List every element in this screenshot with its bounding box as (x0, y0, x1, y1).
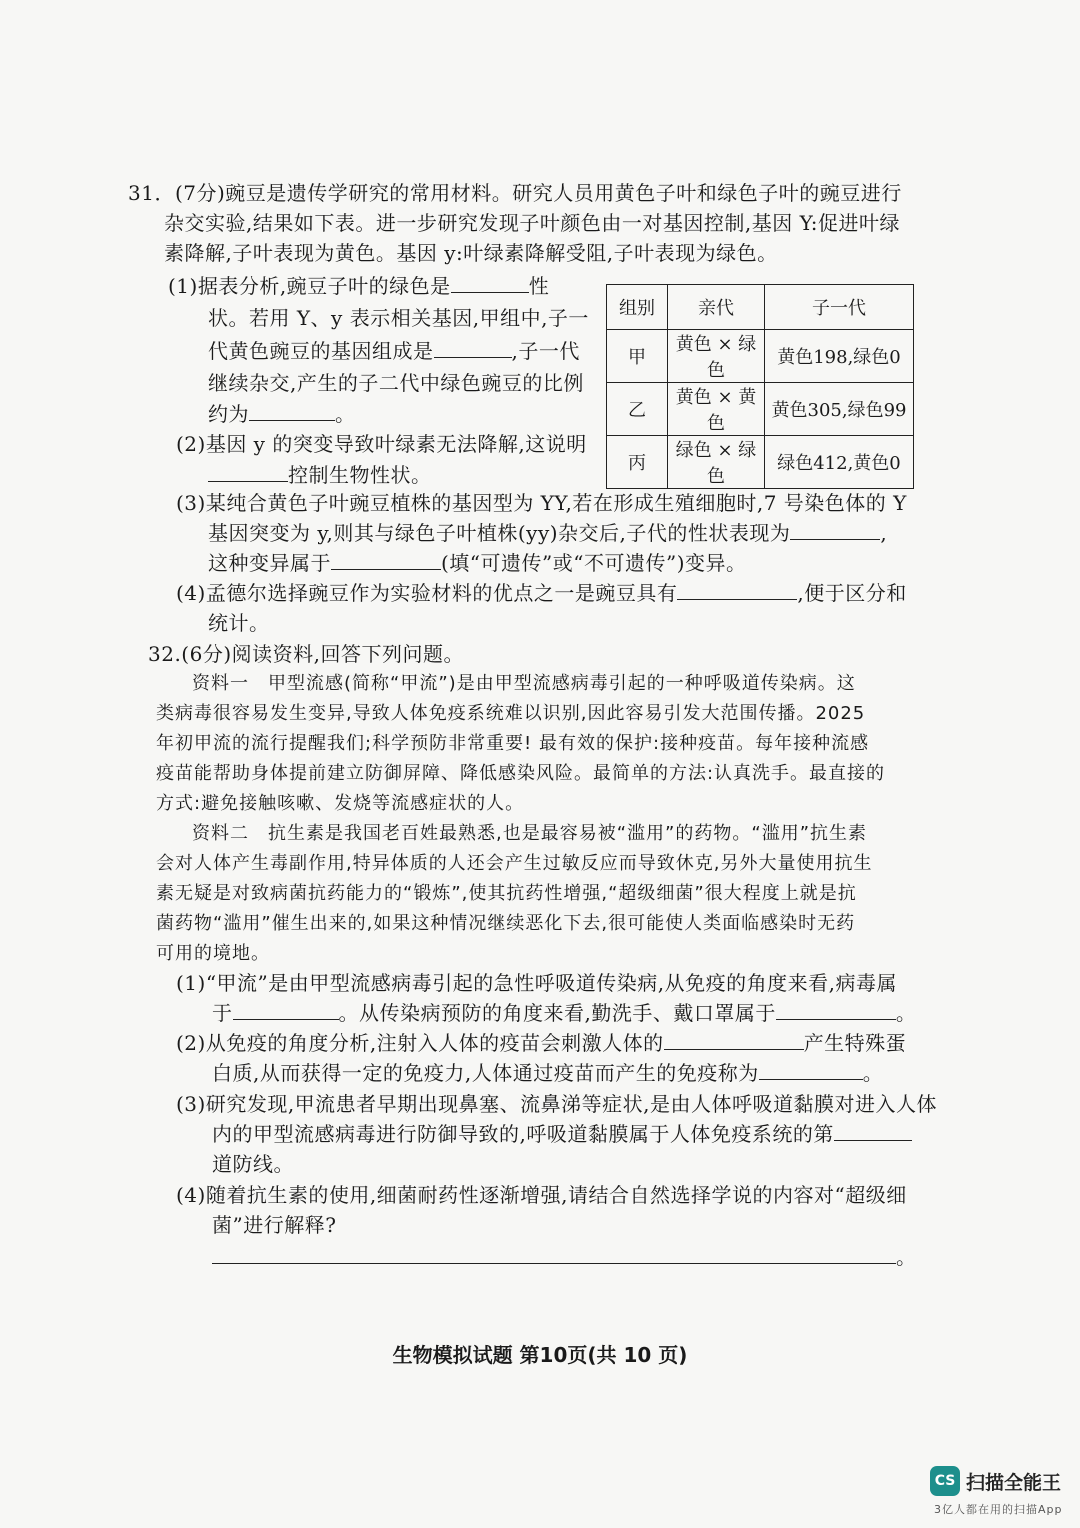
material-1-line-5: 方式:避免接触咳嗽、发烧等流感症状的人。 (156, 793, 525, 814)
page-footer: 生物模拟试题 第10页(共 10 页) (392, 1343, 688, 1367)
table-header-cell: 子一代 (765, 285, 914, 330)
answer-blank[interactable] (776, 1001, 896, 1020)
material-2-line-5: 可用的境地。 (156, 943, 270, 964)
q31-line-2: 杂交实验,结果如下表。进一步研究发现子叶颜色由一对基因控制,基因 Y:促进叶绿 (164, 211, 901, 235)
table-cell: 黄色305,绿色99 (765, 383, 914, 436)
q31-part1-line-4: 继续杂交,产生的子二代中绿色豌豆的比例 (208, 371, 584, 395)
q31-part1-line-2: 状。若用 Y、y 表示相关基因,甲组中,子一 (208, 306, 589, 330)
material-2-line-3: 素无疑是对致病菌抗药能力的“锻炼”,使其抗药性增强,“超级细菌”很大程度上就是抗 (156, 883, 857, 904)
table-row (607, 436, 914, 489)
answer-blank[interactable] (434, 339, 512, 358)
q32-part4-suffix: 。 (896, 1245, 917, 1269)
table-cell: 绿色 × 绿色 (668, 436, 765, 489)
q31-part1-text: (1)据表分析,豌豆子叶的绿色是 (168, 274, 451, 298)
answer-blank[interactable] (664, 1031, 804, 1050)
table-cell: 绿色412,黄色0 (765, 436, 914, 489)
answer-blank[interactable] (759, 1061, 863, 1080)
q31-part3-text-2: 这种变异属于 (208, 551, 331, 575)
q32-part2-line-2 (212, 1060, 883, 1086)
material-2-line-2: 会对人体产生毒副作用,特异体质的人还会产生过敏反应而导致休克,另外大量使用抗生 (156, 853, 873, 874)
q31-part1-line-3 (208, 338, 580, 364)
material-1-line-3: 年初甲流的流行提醒我们;科学预防非常重要! 最有效的保护:接种疫苗。每年接种流感 (156, 733, 870, 754)
q31-part3-line-2 (208, 520, 887, 546)
q31-part4-suffix: ,便于区分和 (797, 581, 907, 605)
genetics-table (606, 284, 914, 489)
q31-part1-suffix-3: 。 (335, 402, 356, 426)
q32-part2-text: (2)从免疫的角度分析,注射入人体的疫苗会刺激人体的 (176, 1031, 664, 1055)
answer-blank[interactable] (249, 402, 335, 421)
camscanner-tagline: 3亿人都在用的扫描App (934, 1503, 1063, 1516)
q32-part2-line-1 (176, 1030, 906, 1056)
q31-part1-text-3: 约为 (208, 402, 249, 426)
material-1-line-2: 类病毒很容易发生变异,导致人体免疫系统难以识别,因此容易引发大范围传播。2025 (156, 703, 866, 724)
q32-part4-answer-line (212, 1244, 917, 1270)
table-header-row (607, 285, 914, 330)
q31-part3-suffix: , (880, 521, 888, 545)
q32-part3-line-2 (212, 1121, 912, 1147)
q31-part1-suffix-2: ,子一代 (511, 339, 580, 363)
q32-part3-text: 内的甲型流感病毒进行防御导致的,呼吸道黏膜属于人体免疫系统的第 (212, 1122, 834, 1146)
q31-part4-line-1 (176, 580, 907, 606)
q31-part2-line-1: (2)基因 y 的突变导致叶绿素无法降解,这说明 (176, 432, 587, 456)
table-header-cell: 组别 (607, 285, 668, 330)
q32-part2-suffix: 产生特殊蛋 (803, 1031, 907, 1055)
q32-part1-line-2 (212, 1000, 916, 1026)
material-1-line-4: 疫苗能帮助身体提前建立防御屏障、降低感染风险。最简单的方法:认真洗手。最直接的 (156, 763, 886, 784)
q31-part3-line-1: (3)某纯合黄色子叶豌豆植株的基因型为 YY,若在形成生殖细胞时,7 号染色体的 Y (176, 491, 907, 515)
answer-blank[interactable] (331, 551, 441, 570)
q32-part4-line-1: (4)随着抗生素的使用,细菌耐药性逐渐增强,请结合自然选择学说的内容对“超级细 (176, 1183, 907, 1207)
q32-part4-line-2: 菌”进行解释? (212, 1213, 337, 1237)
q31-part1-text-2: 代黄色豌豆的基因组成是 (208, 339, 434, 363)
table-cell: 乙 (607, 383, 668, 436)
q32-part1-line-1: (1)“甲流”是由甲型流感病毒引起的急性呼吸道传染病,从免疫的角度来看,病毒属 (176, 971, 897, 995)
table-row (607, 383, 914, 436)
camscanner-logo-icon: CS (930, 1466, 960, 1496)
q31-part1-suffix: 性 (528, 274, 550, 298)
answer-blank[interactable] (834, 1122, 912, 1141)
q31-part4-text: (4)孟德尔选择豌豆作为实验材料的优点之一是豌豆具有 (176, 581, 678, 605)
table-cell: 黄色198,绿色0 (765, 330, 914, 383)
q32-part1-suffix: 。 (895, 1001, 917, 1025)
q31-part1-line-1 (168, 273, 549, 299)
q32-part3-line-3: 道防线。 (212, 1152, 294, 1176)
answer-blank[interactable] (233, 1001, 339, 1020)
table-header-cell: 亲代 (668, 285, 765, 330)
q32-part2-text-2: 白质,从而获得一定的免疫力,人体通过疫苗而产生的免疫称为 (212, 1061, 759, 1085)
answer-blank[interactable] (451, 274, 529, 293)
table-cell: 黄色 × 黄色 (668, 383, 765, 436)
table-row (607, 330, 914, 383)
q31-line-3: 素降解,子叶表现为黄色。基因 y:叶绿素降解受阻,子叶表现为绿色。 (164, 241, 778, 265)
material-1-line-1: 资料一 甲型流感(简称“甲流”)是由甲型流感病毒引起的一种呼吸道传染病。这 (192, 673, 856, 694)
q31-part3-line-3 (208, 550, 747, 576)
q31-part3-suffix-2: (填“可遗传”或“不可遗传”)变异。 (441, 551, 747, 575)
q31-line-1: 31．(7分)豌豆是遗传学研究的常用材料。研究人员用黄色子叶和绿色子叶的豌豆进行 (128, 181, 902, 205)
q31-part2-line-2 (208, 462, 432, 488)
q32-part1-prefix: 于 (212, 1001, 233, 1025)
table-cell: 黄色 × 绿色 (668, 330, 765, 383)
answer-blank[interactable] (677, 581, 797, 600)
camscanner-name: 扫描全能王 (966, 1472, 1062, 1494)
answer-blank[interactable] (212, 1245, 896, 1264)
q32-heading: 32.(6分)阅读资料,回答下列问题。 (148, 642, 464, 666)
q31-part3-text: 基因突变为 y,则其与绿色子叶植株(yy)杂交后,子代的性状表现为 (208, 521, 791, 545)
table-cell: 丙 (607, 436, 668, 489)
answer-blank[interactable] (790, 521, 880, 540)
q32-part1-text: 。从传染病预防的角度来看,勤洗手、戴口罩属于 (338, 1001, 776, 1025)
material-2-line-1: 资料二 抗生素是我国老百姓最熟悉,也是最容易被“滥用”的药物。“滥用”抗生素 (192, 823, 868, 844)
q31-part2-suffix: 控制生物性状。 (288, 463, 432, 487)
q31-part1-line-5 (208, 401, 356, 427)
q32-part3-line-1: (3)研究发现,甲流患者早期出现鼻塞、流鼻涕等症状,是由人体呼吸道黏膜对进入人体 (176, 1092, 938, 1116)
material-2-line-4: 菌药物“滥用”催生出来的,如果这种情况继续恶化下去,很可能使人类面临感染时无药 (156, 913, 856, 934)
q32-part2-suffix-2: 。 (862, 1061, 884, 1085)
q31-part4-line-2: 统计。 (208, 611, 270, 635)
table-cell: 甲 (607, 330, 668, 383)
answer-blank[interactable] (208, 463, 288, 482)
